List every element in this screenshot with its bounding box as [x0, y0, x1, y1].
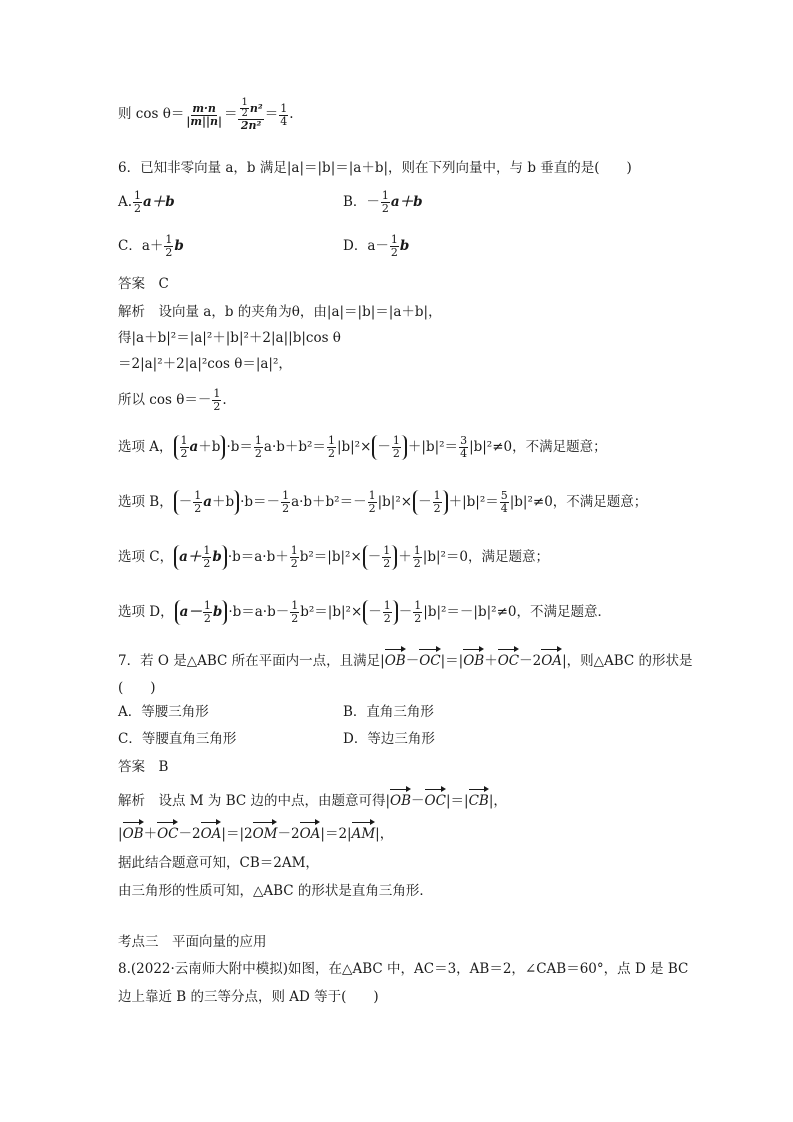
q6-answer: 答案 C — [118, 276, 169, 292]
q7-answer: 答案 B — [118, 759, 169, 775]
q7-option-a: A．等腰三角形 — [118, 704, 209, 720]
fraction-n-squared: $\frac{1}{2}$ n² 2n² — [238, 98, 263, 132]
q6-solution-line-1: 解析 设向量 a，b 的夹角为θ，由|a|＝|b|＝|a＋b|， — [118, 304, 442, 320]
q7-option-b: B．直角三角形 — [343, 704, 434, 720]
q6-option-c: C．a＋ $\frac{1}{2}$ b — [118, 233, 184, 259]
q6-stem: 6．已知非零向量 a，b 满足|a|＝|b|＝|a＋b|，则在下列向量中，与 b 垂直的是( ) — [118, 160, 632, 176]
q6-option-a: A. $\frac{1}{2}$ a＋b — [118, 189, 175, 215]
q6-option-b: B．－ $\frac{1}{2}$ a＋b — [343, 189, 423, 215]
q7-solution-line-3: 据此结合题意可知，CB＝2AM， — [118, 855, 319, 871]
q8-stem-line-1: 8.(2022·云南师大附中模拟)如图，在△ABC 中，AC＝3，AB＝2，∠CAB＝60°，点 D 是 BC — [118, 961, 689, 977]
q8-stem-line-2: 边上靠近 B 的三等分点，则 AD 等于( ) — [118, 989, 379, 1005]
q7-stem-paren: ( ) — [118, 680, 156, 696]
q7-solution-line-4: 由三角形的性质可知，△ABC 的形状是直角三角形． — [118, 883, 433, 899]
q7-stem: 7．若 O 是△ABC 所在平面内一点，且满足|OB－OC|＝|OB＋OC－2OA|，则△ABC 的形状是 — [118, 653, 693, 669]
q6-analysis-b: 选项 B， － $\frac{1}{2}$ a ＋b ·b＝－ $\frac{1}{2}$ a·b＋b²＝－ $\frac{1}{2}$ |b|²× － $\frac{1}{2}$ ＋|b|²＝ $\frac{5}{4}$ |b|²≠0，不满足题意； — [118, 489, 648, 515]
fraction-one-quarter: $\frac{1}{4}$ — [280, 101, 288, 128]
section-title: 考点三 平面向量的应用 — [118, 934, 267, 950]
q6-option-d: D．a－ $\frac{1}{2}$ b — [343, 233, 410, 259]
q6-analysis-a: 选项 A， $\frac{1}{2}$ a ＋b ·b＝ $\frac{1}{2}$ a·b＋b²＝ $\frac{1}{2}$ |b|²× － $\frac{1}{2}$ ＋|b|²＝ $\frac{3}{4}$ |b|²≠0，不满足题意； — [118, 434, 607, 460]
q6-analysis-d: 选项 D， a－ $\frac{1}{2}$ b ·b＝a·b－ $\frac{1}{2}$ b²＝|b|²× － $\frac{1}{2}$ － $\frac{1}{2}$ |b|²＝－|b|²≠0，不满足题意． — [118, 599, 611, 625]
formula-cos-theta: 则 cos θ＝ $\frac{m\cdot n}{|m||n|}$ ＝ $\frac{1}{2}$ n² 2n² ＝ $\frac{1}{4}$ . — [118, 97, 294, 132]
q7-option-c: C．等腰直角三角形 — [118, 731, 237, 747]
q6-solution-line-2: 得|a＋b|²＝|a|²＋|b|²＋2|a||b|cos θ — [118, 330, 341, 346]
q7-option-d: D．等边三角形 — [343, 731, 435, 747]
q6-solution-line-4: 所以 cos θ＝－ $\frac{1}{2}$ . — [118, 387, 227, 413]
q6-analysis-c: 选项 C， a＋ $\frac{1}{2}$ b ·b＝a·b＋ $\frac{1}{2}$ b²＝|b|²× － $\frac{1}{2}$ ＋ $\frac{1}{2}$ |b|²＝0，满足题意； — [118, 544, 550, 570]
q7-solution-line-2: |OB＋OC－2OA|＝|2OM－2OA|＝2|AM|， — [118, 826, 394, 842]
fraction-m-n: $\frac{m\cdot n}{|m||n|}$ — [186, 101, 222, 128]
q6-solution-line-3: ＝2|a|²＋2|a|²cos θ＝|a|²， — [118, 356, 292, 372]
q7-solution-line-1: 解析 设点 M 为 BC 边的中点，由题意可得|OB－OC|＝|CB|， — [118, 793, 507, 809]
